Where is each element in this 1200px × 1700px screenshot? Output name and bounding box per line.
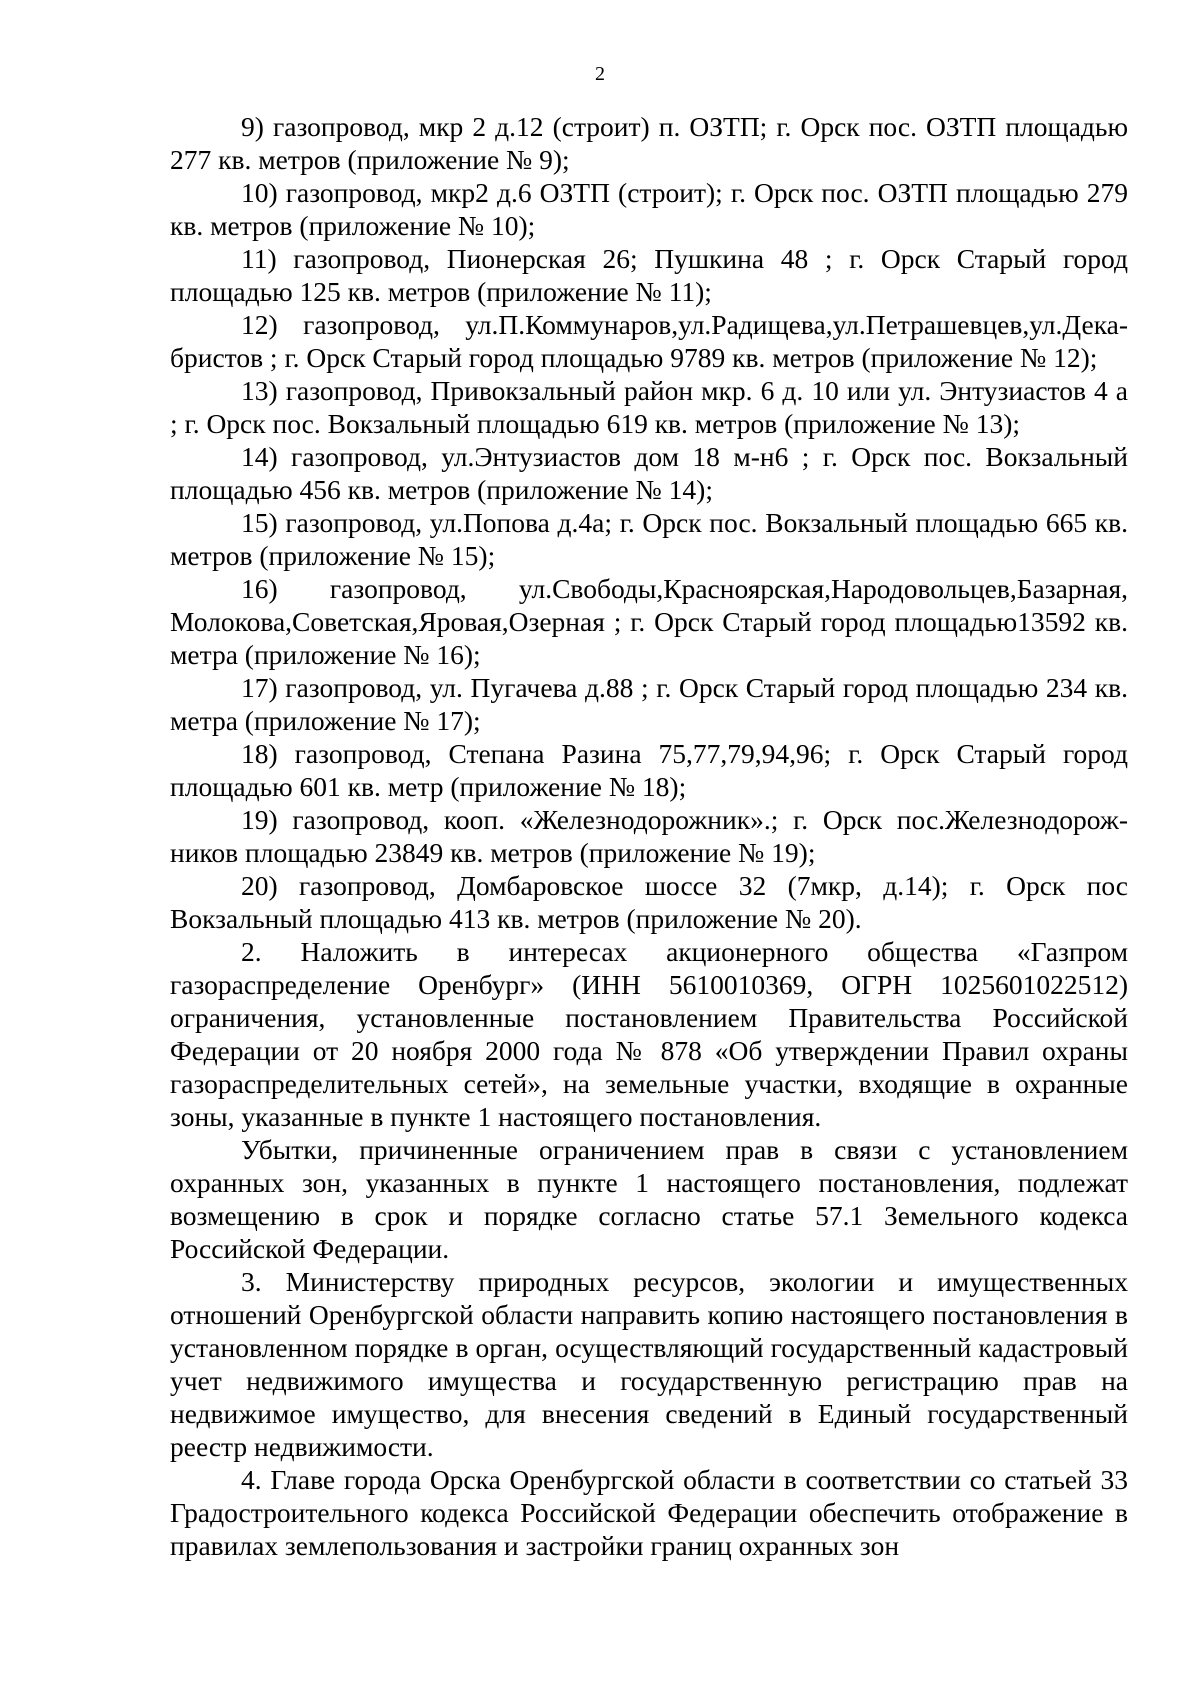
document-body xyxy=(170,110,1128,1562)
list-item-15: 15) газопровод, ул.Попова д.4а; г. Орск пос. Вокзальный площадью 665 кв. метров (приложение № 15); xyxy=(170,507,1128,571)
list-item-13: 13) газопровод, Привокзальный район мкр. 6 д. 10 или ул. Энтузиастов 4 а ; г. Орск пос. Вокзальный площадью 619 кв. метров (приложение № 13); xyxy=(170,375,1128,439)
list-item-17: 17) газопровод, ул. Пугачева д.88 ; г. Орск Старый город площадью 234 кв. метра (приложение № 17); xyxy=(170,672,1128,736)
clause-4: 4. Главе города Орска Оренбургской области в соответствии со статьей 33 Градостроительного кодекса Российской Федерации обеспечить отображение в правилах землепользования и застройки границ охранных зон xyxy=(170,1464,1128,1561)
clause-2: 2. Наложить в интересах акционерного общества «Газпром газораспределение Оренбург» (ИНН 5610010369, ОГРН 1025601022512) ограничения, установленные постановлением Правительства Российской Федерации от 20 ноября 2000 года № 878 «Об утверждении Правил охраны газораспределительных сетей», на земельные участки, входящие в охранные зоны, указанные в пункте 1 настоящего постановления. xyxy=(170,936,1128,1132)
list-item-19: 19) газопровод, кооп. «Железнодорожник».; г. Орск пос.Железнодорож-ников площадью 23849 кв. метров (приложение № 19); xyxy=(170,804,1128,868)
page-number: 2 xyxy=(595,63,605,85)
list-item-18: 18) газопровод, Степана Разина 75,77,79,94,96; г. Орск Старый город площадью 601 кв. метр (приложение № 18); xyxy=(170,738,1128,802)
list-item-10: 10) газопровод, мкр2 д.6 ОЗТП (строит); г. Орск пос. ОЗТП площадью 279 кв. метров (приложение № 10); xyxy=(170,177,1128,241)
clause-2-losses: Убытки, причиненные ограничением прав в связи с установлением охранных зон, указанных в пункте 1 настоящего постановления, подлежат возмещению в срок и порядке согласно статье 57.1 Земельного кодекса Российской Федерации. xyxy=(170,1134,1128,1264)
list-item-11: 11) газопровод, Пионерская 26; Пушкина 48 ; г. Орск Старый город площадью 125 кв. метров (приложение № 11); xyxy=(170,243,1128,307)
clause-3: 3. Министерству природных ресурсов, экологии и имущественных отношений Оренбургской области направить копию настоящего постановления в установленном порядке в орган, осуществляющий государственный кадастровый учет недвижимого имущества и государственную регистрацию прав на недвижимое имущество, для внесения сведений в Единый государственный реестр недвижимости. xyxy=(170,1266,1128,1462)
list-item-9: 9) газопровод, мкр 2 д.12 (строит) п. ОЗТП; г. Орск пос. ОЗТП площадью 277 кв. метров (приложение № 9); xyxy=(170,111,1128,175)
list-item-14: 14) газопровод, ул.Энтузиастов дом 18 м-н6 ; г. Орск пос. Вокзальный площадью 456 кв. метров (приложение № 14); xyxy=(170,441,1128,505)
list-item-16: 16) газопровод, ул.Свободы,Красноярская,Народовольцев,Базарная, Молокова,Советская,Яровая,Озерная ; г. Орск Старый город площадью13592 кв. метра (приложение № 16); xyxy=(170,573,1128,670)
list-item-12: 12) газопровод, ул.П.Коммунаров,ул.Радищева,ул.Петрашевцев,ул.Дека-бристов ; г. Орск Старый город площадью 9789 кв. метров (приложение № 12); xyxy=(170,309,1128,373)
list-item-20: 20) газопровод, Домбаровское шоссе 32 (7мкр, д.14); г. Орск пос Вокзальный площадью 413 кв. метров (приложение № 20). xyxy=(170,870,1128,934)
